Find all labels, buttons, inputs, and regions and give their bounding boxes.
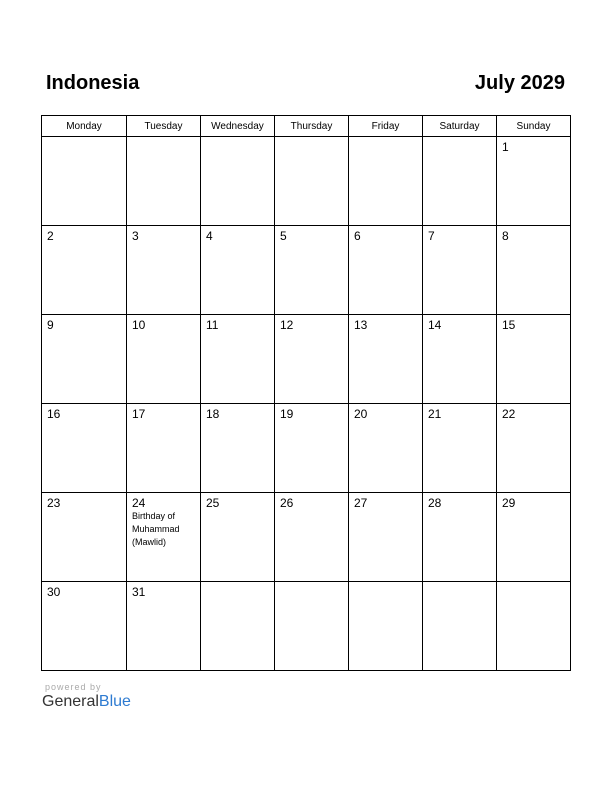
day-cell [497, 137, 571, 226]
weekday-header-thursday: Thursday [275, 116, 349, 137]
day-number: 10 [132, 318, 146, 332]
weekday-header-saturday: Saturday [423, 116, 497, 137]
day-number: 1 [502, 140, 509, 154]
day-cell [42, 493, 127, 582]
day-cell [42, 226, 127, 315]
day-cell [127, 315, 201, 404]
day-number: 19 [280, 407, 294, 421]
day-number: 28 [428, 496, 442, 510]
day-number: 22 [502, 407, 516, 421]
day-number: 12 [280, 318, 294, 332]
day-number: 30 [47, 585, 61, 599]
day-cell [201, 315, 275, 404]
day-cell [42, 404, 127, 493]
day-number: 16 [47, 407, 61, 421]
day-cell [349, 315, 423, 404]
day-cell [275, 493, 349, 582]
day-number: 3 [132, 229, 139, 243]
day-cell [423, 404, 497, 493]
day-cell [275, 137, 349, 226]
day-cell [497, 226, 571, 315]
day-number: 14 [428, 318, 442, 332]
weekday-header-sunday: Sunday [497, 116, 571, 137]
day-number: 8 [502, 229, 509, 243]
day-number: 20 [354, 407, 368, 421]
day-cell-holiday [127, 493, 201, 582]
day-number: 5 [280, 229, 287, 243]
day-cell [423, 582, 497, 671]
day-cell [42, 137, 127, 226]
country-title: Indonesia [46, 72, 140, 94]
day-number: 11 [206, 318, 219, 332]
day-number: 31 [132, 585, 146, 599]
day-cell [423, 493, 497, 582]
day-cell [423, 137, 497, 226]
day-cell [349, 493, 423, 582]
day-cell [275, 226, 349, 315]
weekday-header-wednesday: Wednesday [201, 116, 275, 137]
brand-general-text: General [42, 693, 99, 710]
generalblue-logo [42, 693, 131, 711]
day-cell [497, 582, 571, 671]
week-row [42, 582, 571, 671]
day-cell [42, 315, 127, 404]
day-cell [127, 582, 201, 671]
footer-branding [42, 682, 131, 711]
day-number: 26 [280, 496, 294, 510]
weekday-header-tuesday: Tuesday [127, 116, 201, 137]
day-number: 15 [502, 318, 516, 332]
day-cell [349, 582, 423, 671]
day-number: 17 [132, 407, 146, 421]
day-cell [275, 315, 349, 404]
day-number: 21 [428, 407, 442, 421]
day-cell [275, 582, 349, 671]
day-number: 27 [354, 496, 368, 510]
day-number: 6 [354, 229, 361, 243]
weekday-header-row [42, 116, 571, 137]
month-year-title: July 2029 [474, 72, 565, 94]
day-number: 7 [428, 229, 435, 243]
day-cell [42, 582, 127, 671]
week-row [42, 137, 571, 226]
week-row [42, 493, 571, 582]
day-cell [423, 226, 497, 315]
day-cell [201, 404, 275, 493]
day-number: 2 [47, 229, 54, 243]
day-cell [275, 404, 349, 493]
weekday-header-monday: Monday [42, 116, 127, 137]
day-number: 9 [47, 318, 54, 332]
day-number: 24 [132, 496, 146, 510]
week-row [42, 315, 571, 404]
day-cell [201, 137, 275, 226]
day-cell [423, 315, 497, 404]
day-cell [497, 315, 571, 404]
day-cell [127, 404, 201, 493]
brand-blue-text: Blue [98, 693, 131, 710]
day-cell [127, 226, 201, 315]
day-cell [201, 582, 275, 671]
day-number: 13 [354, 318, 368, 332]
holiday-label: Birthday of Muhammad (Mawlid) [132, 511, 180, 547]
day-cell [497, 493, 571, 582]
day-cell [127, 137, 201, 226]
calendar-header [46, 72, 565, 98]
day-number: 18 [206, 407, 220, 421]
week-row [42, 404, 571, 493]
powered-by-text: powered by [45, 682, 102, 692]
day-cell [201, 493, 275, 582]
day-cell [349, 404, 423, 493]
day-cell [349, 137, 423, 226]
week-row [42, 226, 571, 315]
day-number: 23 [47, 496, 61, 510]
day-number: 25 [206, 496, 220, 510]
month-calendar-grid [41, 115, 571, 671]
day-cell [349, 226, 423, 315]
weekday-header-friday: Friday [349, 116, 423, 137]
day-number: 4 [206, 229, 213, 243]
day-number: 29 [502, 496, 516, 510]
day-cell [201, 226, 275, 315]
day-cell [497, 404, 571, 493]
